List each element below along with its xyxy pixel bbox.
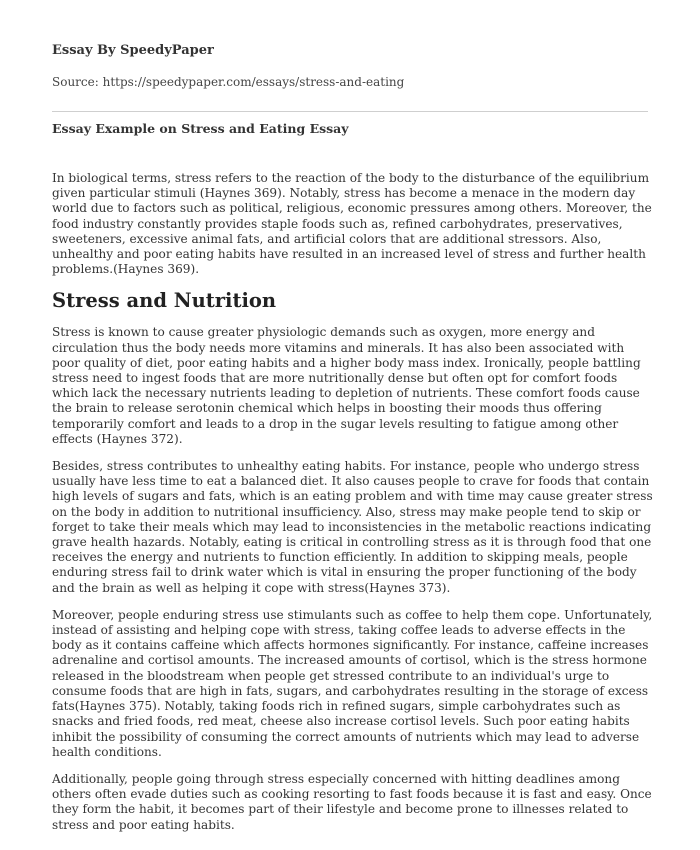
body-paragraph: Moreover, people enduring stress use stimulants such as coffee to help them cope. Unfortunately, instead of assisting and helping cope with stress, taking coffee leads to adverse effects in the body as it contains caffeine which affects hormones significantly. For instance, caffeine increases adrenaline and cortisol amounts. The increased amounts of cortisol, which is the stress hormone released in the bloodstream when people get stressed contribute to an individual's urge to consume foods that are high in fats, sugars, and carbohydrates resulting in the storage of excess fats(Haynes 375). Notably, taking foods rich in refined sugars, simple carbohydrates such as snacks and fried foods, red meat, cheese also increase cortisol levels. Such poor eating habits inhibit the possibility of consuming the correct amounts of nutrients which may lead to adverse health conditions.: [52, 607, 653, 759]
source-line: Source: https://speedypaper.com/essays/stress-and-eating: [52, 75, 405, 89]
section-heading: Stress and Nutrition: [52, 289, 277, 313]
body-paragraph: Besides, stress contributes to unhealthy eating habits. For instance, people who undergo stress usually have less time to eat a balanced diet. It also causes people to crave for foods that contain high levels of sugars and fats, which is an eating problem and with time may cause greater stress on the body in addition to nutritional insufficiency. Also, stress may make people tend to skip or forget to take their meals which may lead to inconsistencies in the metabolic reactions indicating grave health hazards. Notably, eating is critical in controlling stress as it is through food that one receives the energy and nutrients to function efficiently. In addition to skipping meals, people enduring stress fail to drink water which is vital in ensuring the proper functioning of the body and the brain as well as helping it cope with stress(Haynes 373).: [52, 459, 653, 595]
divider: [52, 111, 648, 112]
essay-title: Essay Example on Stress and Eating Essay: [52, 121, 349, 136]
intro-paragraph: In biological terms, stress refers to the reaction of the body to the disturbance of the equilibrium given particular stimuli (Haynes 369). Notably, stress has become a menace in the modern day world due to factors such as political, religious, economic pressures among others. Moreover, the food industry constantly provides staple foods such as, refined carbohydrates, preservatives, sweeteners, excessive animal fats, and artificial colors that are additional stressors. Also, unhealthy and poor eating habits have resulted in an increased level of stress and further health problems.(Haynes 369).: [52, 171, 652, 277]
document-title: Essay By SpeedyPaper: [52, 43, 214, 58]
body-paragraph: Stress is known to cause greater physiologic demands such as oxygen, more energy and circulation thus the body needs more vitamins and minerals. It has also been associated with poor quality of diet, poor eating habits and a higher body mass index. Ironically, people battling stress need to ingest foods that are more nutritionally dense but often opt for comfort foods which lack the necessary nutrients leading to depletion of nutrients. These comfort foods cause the brain to release serotonin chemical which helps in boosting their moods thus offering temporarily comfort and leads to a drop in the sugar levels resulting to fatigue among other effects (Haynes 372).: [52, 325, 641, 446]
essay-body: [52, 171, 656, 845]
body-paragraph: Additionally, people going through stress especially concerned with hitting deadlines among others often evade duties such as cooking resorting to fast foods because it is fast and easy. Once they form the habit, it becomes part of their lifestyle and become prone to illnesses related to stress and poor eating habits.: [52, 771, 652, 832]
